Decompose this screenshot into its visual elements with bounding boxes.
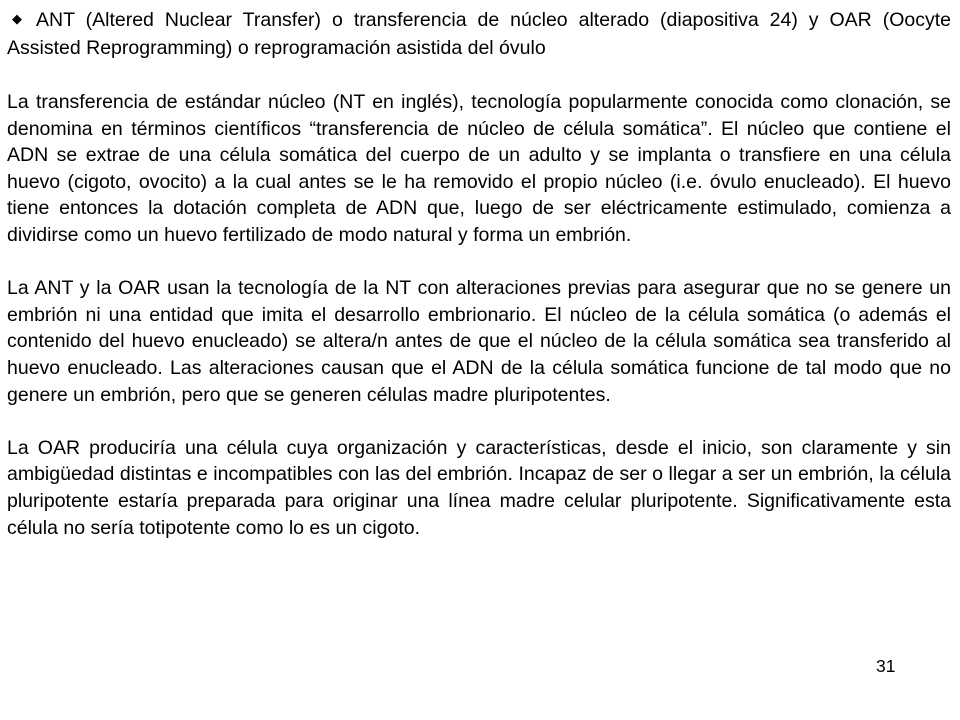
page-number: 31 [876, 656, 896, 676]
paragraph-nt-description: La transferencia de estándar núcleo (NT en inglés), tecnología popularmente conocida como clonación, se denomina en términos científicos “transferencia de núcleo de célula somática”. El núcleo que contiene el ADN se extrae de una célula somática del cuerpo de un adulto y se implanta o transfiere en una célula huevo (cigoto, ovocito) a la cual antes se le ha removido el propio núcleo (i.e. óvulo enucleado). El huevo tiene entonces la dotación completa de ADN que, luego de ser eléctricamente estimulado, comienza a dividirse como un huevo fertilizado de modo natural y forma un embrión. [7, 91, 951, 246]
section-heading [7, 7, 951, 62]
paragraph-oar-cell: La OAR produciría una célula cuya organización y características, desde el inicio, son claramente y sin ambigüedad distintas e incompatibles con las del embrión. Incapaz de ser o llegar a ser un embrión, la célula pluripotente estaría preparada para originar una línea madre celular pluripotente. Significativamente esta célula no sería totipotente como lo es un cigoto. [7, 436, 951, 539]
section-heading-text: ANT (Altered Nuclear Transfer) o transferencia de núcleo alterado (diapositiva 24) y OAR (Oocyte Assisted Reprogramming) o reprogramación asistida del óvulo [7, 9, 951, 59]
document-page [7, 7, 951, 568]
diamond-bullet-icon: ◆ [12, 11, 22, 26]
paragraph-ant-oar-technology: La ANT y la OAR usan la tecnología de la NT con alteraciones previas para asegurar que no se genere un embrión ni una entidad que imita el desarrollo embrionario. El núcleo de la célula somática (o además el contenido del huevo enucleado) se altera/n antes de que el núcleo de la célula somática sea transferido al huevo enucleado. Las alteraciones causan que el ADN de la célula somática funcione de tal modo que no genere un embrión, pero que se generen células madre pluripotentes. [7, 277, 951, 406]
